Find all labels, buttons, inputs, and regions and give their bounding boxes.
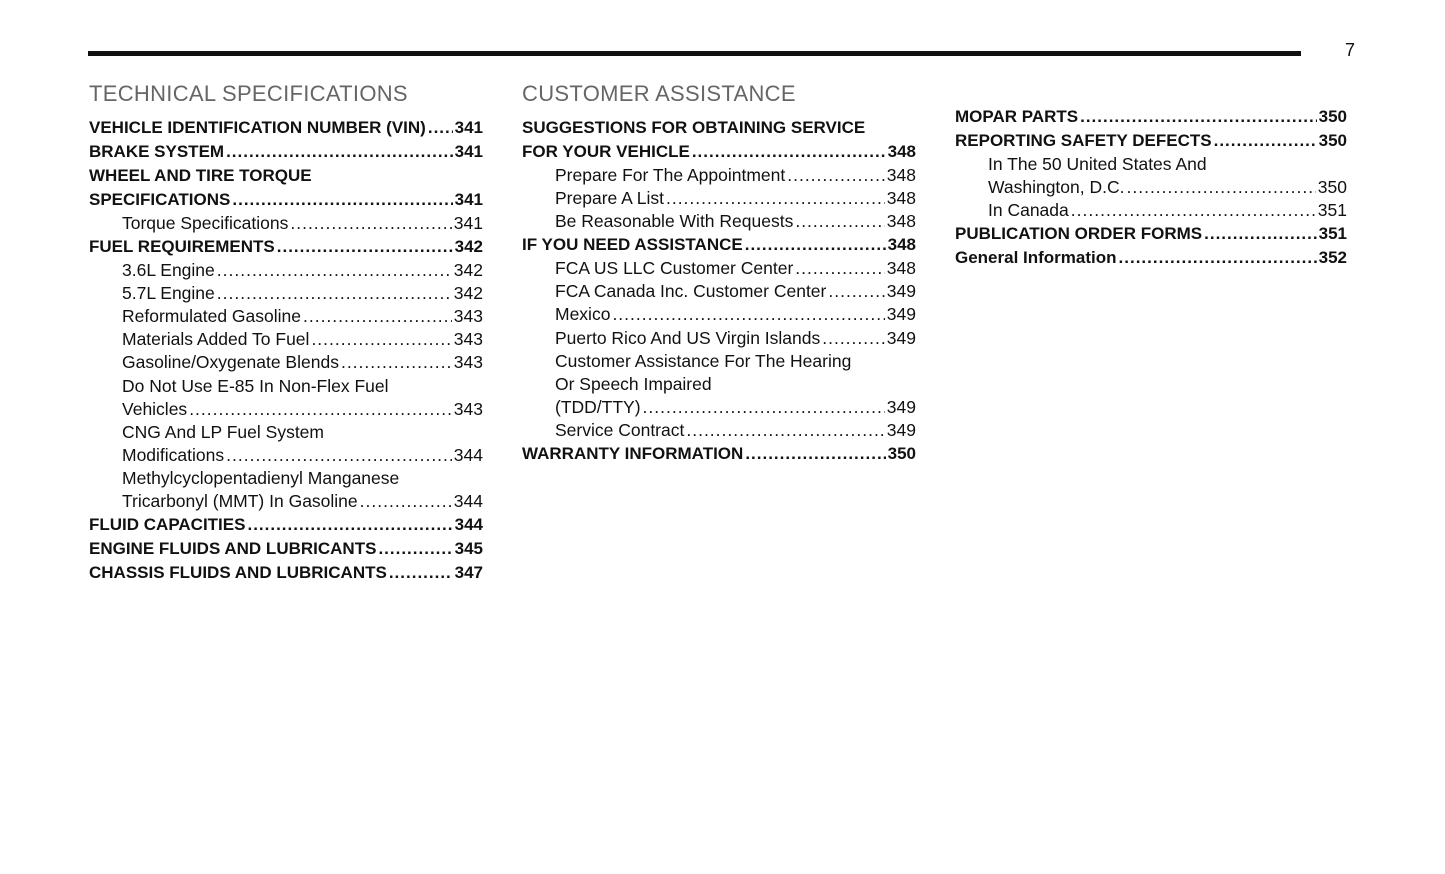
dot-leader [428, 116, 453, 140]
toc-entry-page-number: 348 [886, 211, 916, 232]
toc-entry-label: VEHICLE IDENTIFICATION NUMBER (VIN) [89, 118, 426, 137]
dot-leader [822, 327, 885, 350]
toc-entry-page-number: 351 [1317, 200, 1347, 221]
toc-entry-label: FLUID CAPACITIES [89, 515, 246, 535]
toc-entry-label: Torque Specifications [122, 213, 289, 233]
toc-entry-main[interactable] [89, 561, 483, 585]
toc-entry-sub[interactable] [89, 328, 483, 351]
toc-entry-list [522, 116, 916, 466]
toc-entry-label: Prepare A List [555, 188, 664, 209]
toc-entry-page-number: 348 [886, 258, 916, 279]
toc-entry-sub[interactable] [522, 280, 916, 303]
top-rule [88, 51, 1301, 56]
page-number: 7 [1344, 40, 1355, 60]
toc-entry-main[interactable] [89, 140, 483, 164]
dot-leader [692, 140, 886, 164]
toc-entry-label: 5.7L Engine [122, 283, 215, 304]
toc-entry-label: General Information [955, 248, 1117, 268]
toc-entry-page-number: 343 [453, 398, 483, 419]
toc-entry-page-number: 342 [453, 283, 483, 304]
toc-entry-label: Mexico [555, 304, 611, 325]
toc-entry-label: Or Speech Impaired [555, 373, 712, 394]
dot-leader [795, 210, 884, 233]
toc-entry-sub[interactable] [522, 303, 916, 326]
toc-entry-page-number: 352 [1318, 248, 1347, 268]
toc-entry-page-number: 342 [454, 237, 483, 257]
toc-entry-main[interactable] [89, 235, 483, 259]
toc-entry-label: REPORTING SAFETY DEFECTS [955, 131, 1212, 150]
toc-entry-main[interactable] [89, 537, 483, 561]
toc-entry-sub[interactable] [955, 176, 1347, 199]
toc-entry-sub[interactable] [89, 398, 483, 421]
dot-leader [1080, 105, 1317, 129]
dot-leader [378, 537, 452, 561]
toc-entry-main[interactable] [955, 105, 1347, 129]
toc-entry-sub[interactable] [522, 373, 916, 396]
toc-entry-page-number: 349 [886, 304, 916, 325]
dot-leader [612, 303, 884, 326]
toc-entry-page-number: 348 [887, 235, 916, 255]
toc-entry-label: 3.6L Engine [122, 260, 215, 281]
toc-entry-label: Gasoline/Oxygenate Blends [122, 352, 339, 373]
toc-entry-page-number: 343 [453, 352, 483, 373]
toc-entry-label: Methylcyclopentadienyl Manganese [122, 467, 400, 488]
toc-entry-page-number: 350 [1318, 131, 1347, 150]
toc-entry-sub[interactable] [522, 327, 916, 350]
section-heading: TECHNICAL SPECIFICATIONS [89, 81, 408, 106]
toc-entry-page-number: 348 [887, 142, 916, 161]
toc-entry-sub[interactable] [89, 282, 483, 305]
toc-entry-label: CNG And LP Fuel System [122, 421, 324, 442]
toc-entry-page-number: 347 [454, 563, 483, 583]
dot-leader [360, 490, 452, 513]
dot-leader [311, 328, 451, 351]
toc-entry-main[interactable] [522, 140, 916, 164]
toc-entry-sub[interactable] [89, 421, 483, 444]
toc-entry-page-number: 341 [454, 190, 483, 209]
dot-leader [341, 351, 452, 374]
toc-entry-label: FCA Canada Inc. Customer Center [555, 281, 827, 302]
toc-entry-page-number: 351 [1318, 224, 1347, 244]
toc-entry-label: Reformulated Gasoline [122, 306, 301, 327]
toc-entry-sub[interactable] [89, 444, 483, 467]
toc-entry-page-number: 349 [886, 281, 916, 302]
dot-leader [643, 396, 885, 419]
toc-entry-page-number: 344 [453, 444, 483, 465]
toc-entry-label: Materials Added To Fuel [122, 329, 310, 350]
dot-leader [247, 513, 452, 537]
toc-entry-label: WHEEL AND TIRE TORQUE [89, 166, 312, 185]
dot-leader [795, 257, 885, 280]
toc-entry-label: Vehicles [122, 398, 188, 419]
toc-entry-page-number: 350 [887, 444, 916, 464]
toc-column-customer-assistance [522, 81, 916, 466]
dot-leader [787, 164, 885, 187]
toc-entry-label: IF YOU NEED ASSISTANCE [522, 235, 743, 255]
toc-entry-sub[interactable] [89, 490, 483, 513]
dot-leader [1204, 222, 1317, 246]
toc-entry-sub[interactable] [89, 375, 483, 398]
toc-entry-main[interactable] [955, 246, 1347, 270]
toc-entry-list [955, 105, 1347, 270]
toc-entry-label: Do Not Use E-85 In Non-Flex Fuel [122, 375, 389, 396]
toc-entry-label: SPECIFICATIONS [89, 190, 231, 209]
toc-entry-list [89, 116, 483, 585]
dot-leader [745, 233, 886, 257]
toc-entry-sub[interactable] [522, 164, 916, 187]
dot-leader [217, 259, 452, 282]
toc-entry-page-number: 349 [886, 327, 916, 348]
toc-entry-page-number: 341 [454, 142, 483, 161]
toc-entry-label: FOR YOUR VEHICLE [522, 142, 690, 161]
toc-entry-page-number: 350 [1318, 107, 1347, 126]
toc-entry-label: Customer Assistance For The Hearing [555, 350, 852, 371]
toc-entry-page-number: 349 [886, 419, 916, 440]
dot-leader [277, 235, 453, 259]
dot-leader [686, 419, 884, 442]
toc-entry-label: Puerto Rico And US Virgin Islands [555, 327, 821, 348]
dot-leader [217, 282, 452, 305]
toc-entry-main[interactable] [955, 222, 1347, 246]
dot-leader [1071, 199, 1316, 222]
toc-entry-label: WARRANTY INFORMATION [522, 444, 744, 464]
dot-leader [666, 187, 885, 210]
toc-entry-page-number: 350 [1317, 177, 1347, 198]
toc-column-technical-specifications [89, 81, 483, 585]
dot-leader [1119, 246, 1317, 270]
toc-entry-sub[interactable] [955, 199, 1347, 222]
toc-entry-sub[interactable] [522, 396, 916, 419]
toc-entry-label: Washington, D.C. [988, 177, 1125, 198]
toc-entry-page-number: 343 [453, 306, 483, 327]
dot-leader [232, 188, 452, 212]
toc-entry-page-number: 349 [886, 396, 916, 417]
toc-entry-sub[interactable] [89, 305, 483, 328]
toc-entry-page-number: 345 [454, 539, 483, 559]
toc-entry-label: SUGGESTIONS FOR OBTAINING SERVICE [522, 118, 866, 137]
toc-entry-label: Be Reasonable With Requests [555, 211, 794, 232]
toc-entry-page-number: 343 [453, 329, 483, 350]
toc-entry-main[interactable] [955, 129, 1347, 153]
toc-entry-label: Tricarbonyl (MMT) In Gasoline [122, 491, 358, 512]
dot-leader [303, 305, 452, 328]
toc-entry-label: CHASSIS FLUIDS AND LUBRICANTS [89, 563, 387, 583]
dot-leader [745, 442, 885, 466]
toc-entry-page-number: 341 [454, 118, 483, 137]
toc-entry-sub[interactable] [522, 350, 916, 373]
toc-entry-label: BRAKE SYSTEM [89, 142, 225, 161]
toc-entry-page-number: 348 [886, 188, 916, 209]
toc-entry-main[interactable] [89, 164, 483, 188]
dot-leader [389, 561, 453, 585]
toc-entry-main[interactable] [89, 116, 483, 140]
toc-entry-label: ENGINE FLUIDS AND LUBRICANTS [89, 539, 377, 559]
toc-entry-sub[interactable] [89, 259, 483, 282]
toc-column-mopar [955, 105, 1347, 270]
toc-entry-label: In The 50 United States And [988, 154, 1207, 174]
dot-leader [226, 140, 453, 164]
toc-entry-main[interactable] [89, 188, 483, 212]
dot-leader [226, 444, 452, 467]
section-heading: CUSTOMER ASSISTANCE [522, 81, 796, 106]
toc-entry-main[interactable] [522, 233, 916, 257]
toc-entry-sub[interactable] [522, 257, 916, 280]
toc-entry-page-number: 342 [453, 260, 483, 281]
toc-entry-label: In Canada [988, 200, 1069, 221]
toc-entry-sub[interactable] [89, 467, 483, 490]
toc-entry-page-number: 341 [453, 213, 483, 233]
dot-leader [189, 398, 452, 421]
toc-entry-main[interactable] [522, 116, 916, 140]
toc-entry-label: FUEL REQUIREMENTS [89, 237, 275, 257]
toc-entry-sub[interactable] [522, 419, 916, 442]
toc-entry-main[interactable] [89, 513, 483, 537]
toc-entry-label: FCA US LLC Customer Center [555, 258, 794, 279]
toc-entry-sub[interactable] [89, 351, 483, 374]
toc-entry-label: MOPAR PARTS [955, 107, 1079, 126]
toc-entry-page-number: 344 [454, 515, 483, 535]
dot-leader [828, 280, 884, 303]
dot-leader [290, 212, 451, 235]
dot-leader [1127, 176, 1316, 199]
toc-entry-page-number: 344 [453, 491, 483, 512]
toc-entry-sub[interactable] [955, 153, 1347, 176]
toc-entry-sub[interactable] [522, 210, 916, 233]
toc-entry-label: Service Contract [555, 419, 685, 440]
toc-entry-sub[interactable] [89, 212, 483, 235]
toc-entry-label: PUBLICATION ORDER FORMS [955, 224, 1203, 244]
dot-leader [1214, 129, 1317, 153]
toc-entry-label: Prepare For The Appointment [555, 165, 786, 185]
toc-entry-label: Modifications [122, 444, 225, 465]
toc-entry-sub[interactable] [522, 187, 916, 210]
toc-entry-label: (TDD/TTY) [555, 396, 641, 417]
toc-entry-page-number: 348 [886, 165, 916, 185]
toc-entry-main[interactable] [522, 442, 916, 466]
